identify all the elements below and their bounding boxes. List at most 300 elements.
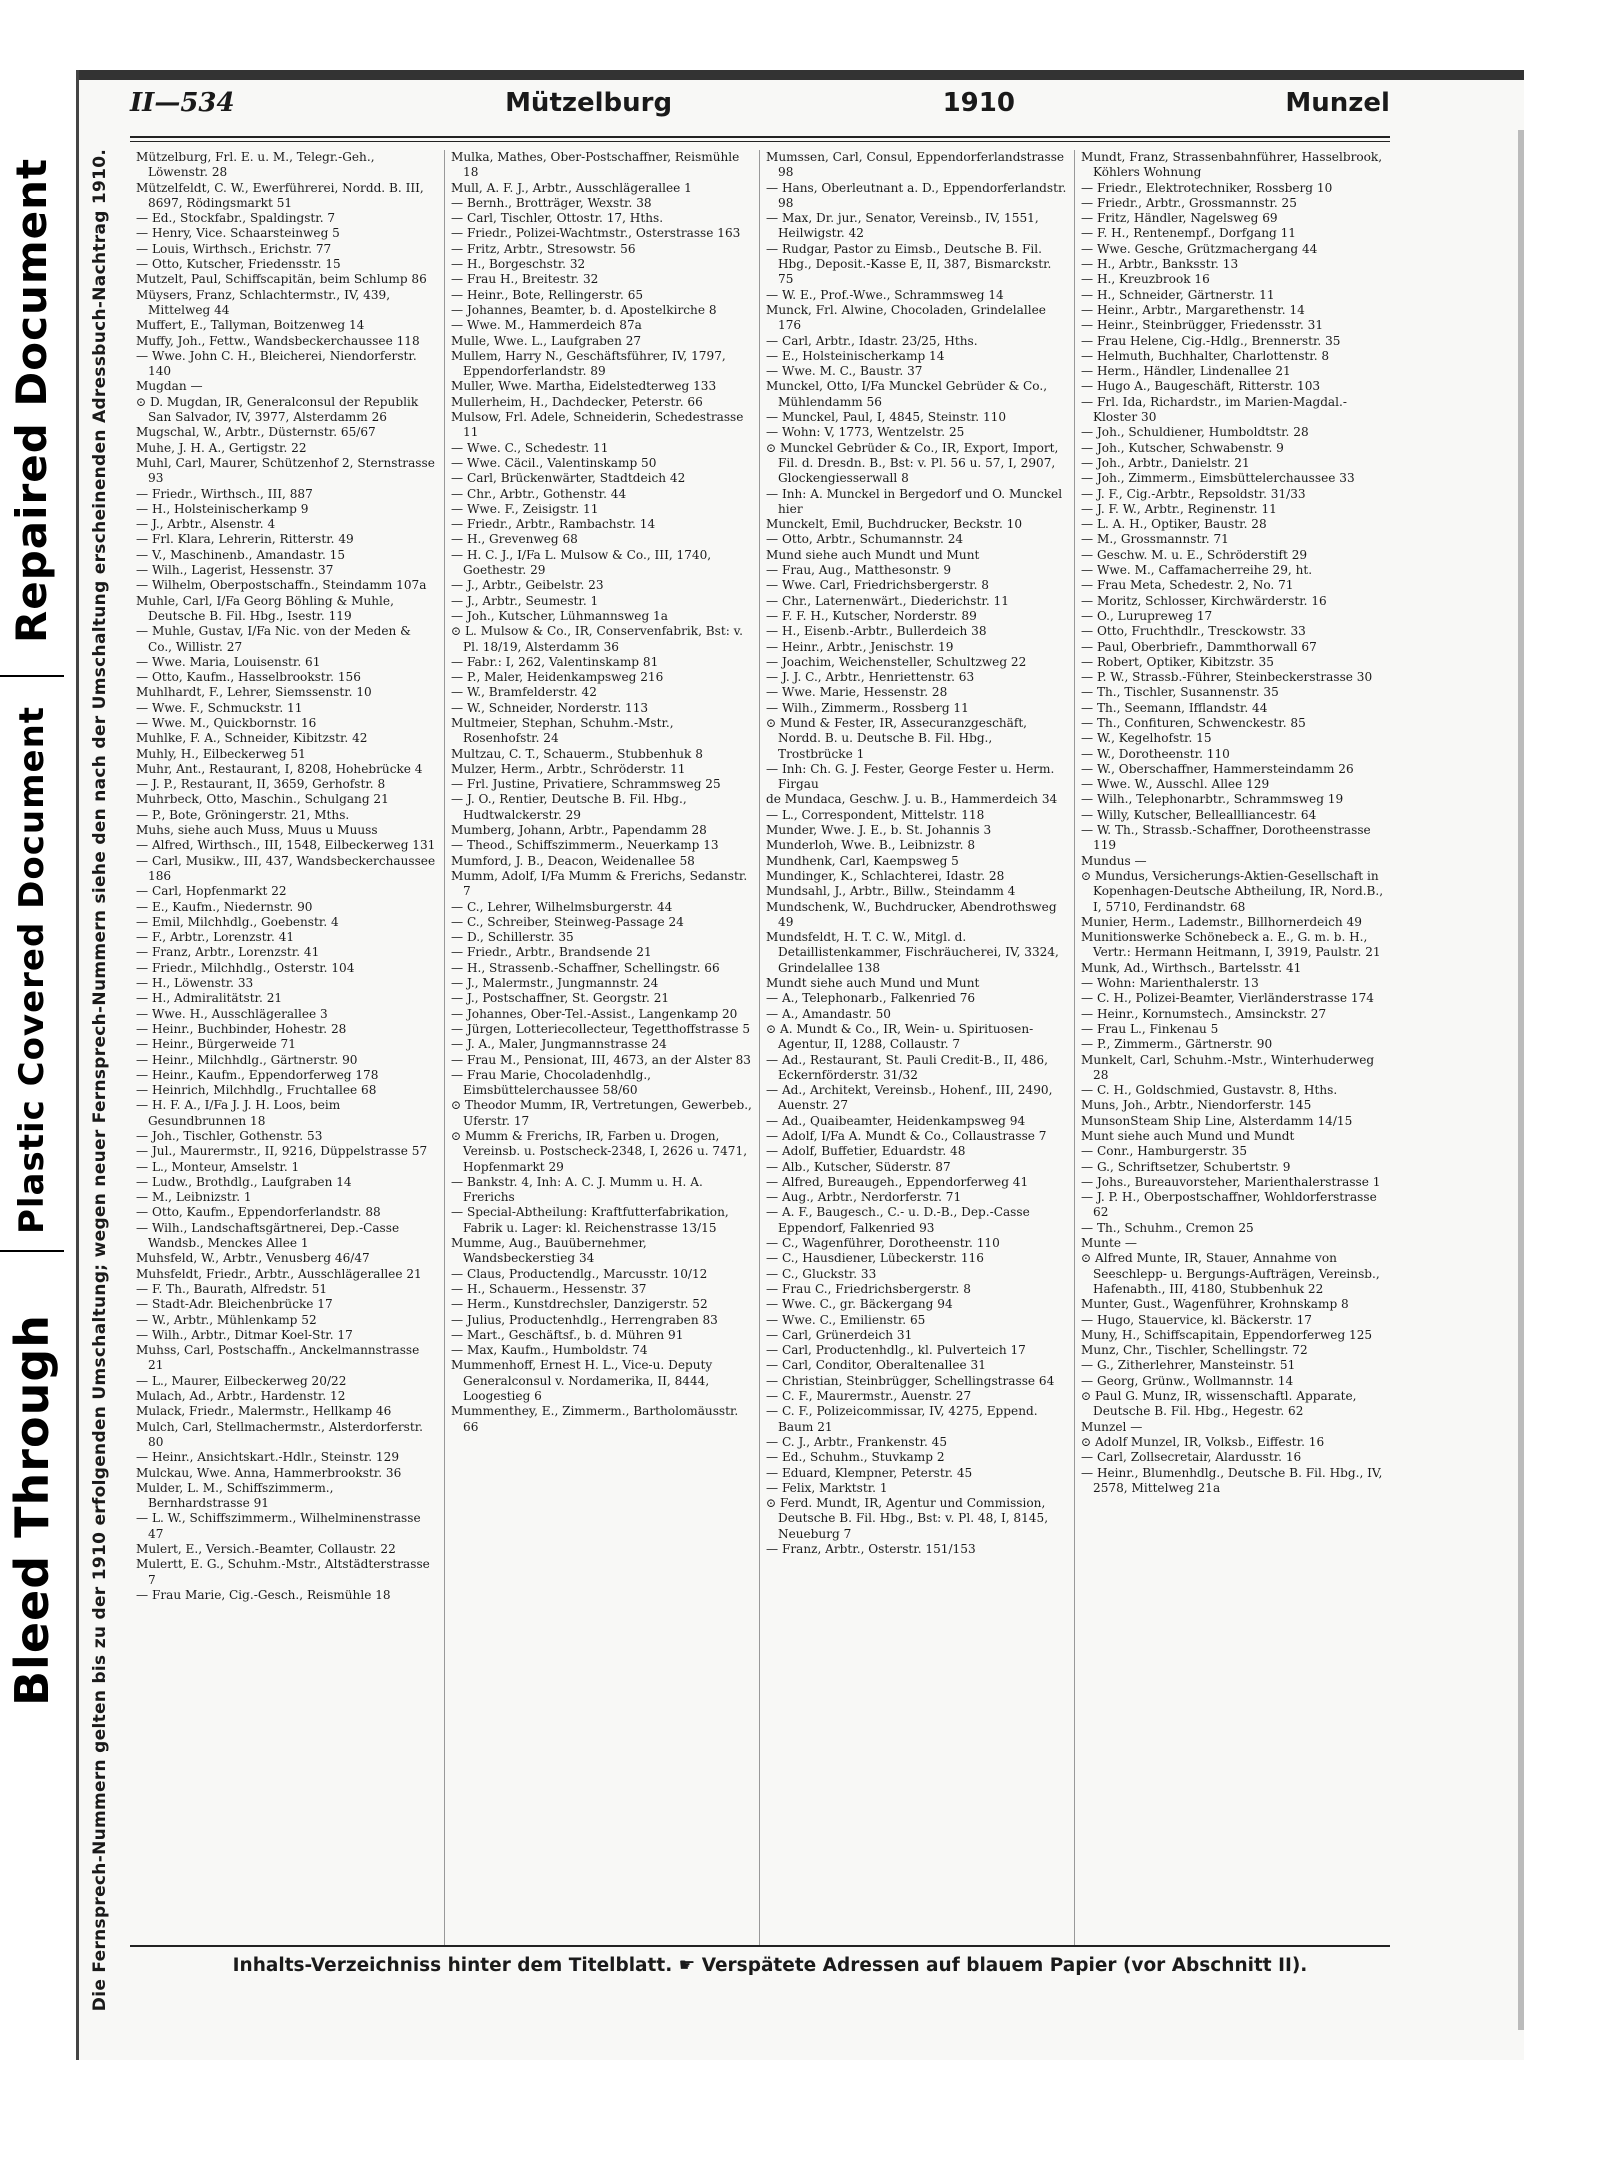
directory-entry: — Franz, Arbtr., Lorenzstr. 41 bbox=[136, 945, 320, 960]
directory-entry: — Chr., Arbtr., Gothenstr. 44 bbox=[451, 486, 627, 501]
directory-entry: — Wwe. John C. H., Bleicherei, Niendorferstr. 140 bbox=[136, 348, 417, 379]
directory-entry: — Ludw., Brothdlg., Laufgraben 14 bbox=[136, 1174, 352, 1189]
directory-entry: — Frau M., Pensionat, III, 4673, an der Alster 83 bbox=[451, 1052, 752, 1067]
directory-entry: — Henry, Vice. Schaarsteinweg 5 bbox=[136, 226, 340, 241]
directory-entry: — Frau, Aug., Matthesonstr. 9 bbox=[766, 563, 952, 578]
directory-entry: — Hugo A., Baugeschäft, Ritterstr. 103 bbox=[1081, 379, 1321, 394]
directory-entry: — H., Eisenb.-Arbtr., Bullerdeich 38 bbox=[766, 624, 987, 639]
directory-entry: Munckelt, Emil, Buchdrucker, Beckstr. 10 bbox=[766, 517, 1023, 532]
directory-entry: — Friedr., Polizei-Wachtmstr., Osterstrasse 163 bbox=[451, 226, 741, 241]
scan-edge bbox=[1518, 130, 1524, 2030]
directory-entry: — Frl. Justine, Privatiere, Schrammsweg 25 bbox=[451, 777, 721, 792]
directory-entry: Mull, A. F. J., Arbtr., Ausschlägerallee 1 bbox=[451, 180, 692, 195]
directory-entry: Muns, Joh., Arbtr., Niendorferstr. 145 bbox=[1081, 1098, 1312, 1113]
directory-entry: ⊙ Munckel Gebrüder & Co., IR, Export, Import, Fil. d. Dresdn. B., Bst: v. Pl. 56 u. 57, I, 2907, Glockengiesserwall 8 bbox=[766, 440, 1059, 486]
directory-entry: — Frau Marie, Cig.-Gesch., Reismühle 18 bbox=[136, 1587, 391, 1602]
directory-entry: — W. E., Prof.-Wwe., Schrammsweg 14 bbox=[766, 287, 1004, 302]
directory-entry: — Heinr., Steinbrügger, Friedensstr. 31 bbox=[1081, 318, 1324, 333]
directory-entry: Mundhenk, Carl, Kaempsweg 5 bbox=[766, 853, 959, 868]
directory-entry: — C., Lehrer, Wilhelmsburgerstr. 44 bbox=[451, 899, 673, 914]
directory-entry: — Carl, Conditor, Oberaltenallee 31 bbox=[766, 1358, 986, 1373]
directory-entry: — Wwe. Carl, Friedrichsbergerstr. 8 bbox=[766, 578, 989, 593]
directory-entry: — Wwe. C., Emilienstr. 65 bbox=[766, 1312, 926, 1327]
directory-entry: Muhl, Carl, Maurer, Schützenhof 2, Sternstrasse 93 bbox=[136, 455, 435, 486]
directory-entry: — P., Maler, Heidenkampsweg 216 bbox=[451, 670, 664, 685]
directory-entry: — Joh., Arbtr., Danielstr. 21 bbox=[1081, 455, 1250, 470]
directory-entry: — G., Schriftsetzer, Schubertstr. 9 bbox=[1081, 1159, 1291, 1174]
directory-entry: Munte — bbox=[1081, 1236, 1137, 1251]
directory-entry: Munck, Frl. Alwine, Chocoladen, Grindelallee 176 bbox=[766, 302, 1046, 333]
directory-entry: — Carl, Brückenwärter, Stadtdeich 42 bbox=[451, 471, 686, 486]
directory-entry: Mutzelt, Paul, Schiffscapitän, beim Schlump 86 bbox=[136, 272, 427, 287]
directory-entry: — Friedr., Milchhdlg., Osterstr. 104 bbox=[136, 960, 355, 975]
directory-entry: — Carl, Zollsecretair, Alardusstr. 16 bbox=[1081, 1450, 1302, 1465]
directory-entry: — J. P., Restaurant, II, 3659, Gerhofstr. 8 bbox=[136, 777, 386, 792]
directory-entry: — L. A. H., Optiker, Baustr. 28 bbox=[1081, 517, 1267, 532]
directory-entry: Mumford, J. B., Deacon, Weidenallee 58 bbox=[451, 853, 695, 868]
directory-entry: Munkelt, Carl, Schuhm.-Mstr., Winterhuderweg 28 bbox=[1081, 1052, 1375, 1082]
directory-entry: — Jürgen, Lotteriecollecteur, Tegetthoffstrasse 5 bbox=[451, 1021, 751, 1036]
directory-entry: Mulch, Carl, Stellmachermstr., Alsterdorferstr. 80 bbox=[136, 1419, 424, 1449]
directory-entry: — H., Arbtr., Banksstr. 13 bbox=[1081, 257, 1239, 272]
directory-entry: Munitionswerke Schönebeck a. E., G. m. b. H., Vertr.: Hermann Heitmann, I, 3919, Paulstr. 21 bbox=[1081, 930, 1381, 960]
directory-entry: ⊙ Paul G. Munz, IR, wissenschaftl. Apparate, Deutsche B. Fil. Hbg., Hegestr. 62 bbox=[1081, 1389, 1357, 1419]
directory-entry: — Joh., Schuldiener, Humboldtstr. 28 bbox=[1081, 425, 1309, 440]
label-bleed-through bbox=[0, 1250, 64, 1770]
directory-entry: Mugdan — bbox=[136, 379, 203, 394]
directory-entry: Mullem, Harry N., Geschäftsführer, IV, 1797, Eppendorferlandstr. 89 bbox=[451, 348, 726, 379]
directory-entry: Mulack, Friedr., Malermstr., Hellkamp 46 bbox=[136, 1404, 392, 1419]
directory-entry: — Wohn: V, 1773, Wentzelstr. 25 bbox=[766, 425, 965, 440]
directory-column bbox=[445, 150, 760, 1945]
directory-entry: — Adolf, Buffetier, Eduardstr. 48 bbox=[766, 1144, 966, 1159]
directory-entry: — H., Grevenweg 68 bbox=[451, 532, 578, 547]
directory-entry: Mundt siehe auch Mund und Munt bbox=[766, 976, 980, 991]
directory-entry: — Joh., Zimmerm., Eimsbüttelerchaussee 33 bbox=[1081, 471, 1355, 486]
directory-entry: — J. A., Maler, Jungmannstrasse 24 bbox=[451, 1037, 667, 1052]
directory-entry: — Bernh., Brotträger, Wexstr. 38 bbox=[451, 195, 652, 210]
directory-entry: Muny, H., Schiffscapitain, Eppendorferweg 125 bbox=[1081, 1327, 1373, 1342]
directory-entry: — H., Holsteinischerkamp 9 bbox=[136, 501, 309, 516]
directory-entry: — Johs., Bureauvorsteher, Marienthalerstrasse 1 bbox=[1081, 1174, 1381, 1189]
directory-entry: — Heinr., Buchbinder, Hohestr. 28 bbox=[136, 1021, 347, 1036]
directory-entry: ⊙ D. Mugdan, IR, Generalconsul der Republik San Salvador, IV, 3977, Alsterdamm 26 bbox=[136, 394, 419, 425]
directory-entry: — Heinr., Arbtr., Jenischstr. 19 bbox=[766, 639, 954, 654]
directory-entry: — Fritz, Händler, Nagelsweg 69 bbox=[1081, 211, 1278, 226]
directory-entry: Muhrbeck, Otto, Maschin., Schulgang 21 bbox=[136, 792, 389, 807]
directory-entry: — Wilh., Arbtr., Ditmar Koel-Str. 17 bbox=[136, 1327, 353, 1342]
directory-entry: — Aug., Arbtr., Nerdorferstr. 71 bbox=[766, 1190, 962, 1205]
directory-entry: — M., Leibnizstr. 1 bbox=[136, 1190, 252, 1205]
directory-entry: Mummenhoff, Ernest H. L., Vice-u. Deputy Generalconsul v. Nordamerika, II, 8444, Loogestieg 6 bbox=[451, 1358, 713, 1404]
directory-entry: Mumssen, Carl, Consul, Eppendorferlandstrasse 98 bbox=[766, 150, 1065, 180]
directory-entry: — Friedr., Elektrotechniker, Rossberg 10 bbox=[1081, 180, 1333, 195]
directory-entry: — Max, Dr. jur., Senator, Vereinsb., IV, 1551, Heilwigstr. 42 bbox=[766, 211, 1039, 241]
directory-entry: — Wwe. Gesche, Grützmachergang 44 bbox=[1081, 241, 1318, 256]
directory-entry: — H., Strassenb.-Schaffner, Schellingstr. 66 bbox=[451, 960, 720, 975]
directory-entry: — Frau L., Finkenau 5 bbox=[1081, 1021, 1219, 1036]
directory-entry: — Adolf, I/Fa A. Mundt & Co., Collaustrasse 7 bbox=[766, 1129, 1047, 1143]
directory-entry: — Frl. Ida, Richardstr., im Marien-Magdal.-Kloster 30 bbox=[1081, 394, 1347, 425]
directory-entry: Muhsfeld, W., Arbtr., Venusberg 46/47 bbox=[136, 1251, 370, 1266]
directory-entry: — V., Maschinenb., Amandastr. 15 bbox=[136, 547, 346, 562]
directory-entry: — Ed., Schuhm., Stuvkamp 2 bbox=[766, 1450, 945, 1465]
footer-rule bbox=[130, 1945, 1390, 1947]
directory-entry: — Wwe. M., Quickbornstr. 16 bbox=[136, 715, 317, 730]
directory-entry: — Wilh., Zimmerm., Rossberg 11 bbox=[766, 700, 969, 715]
directory-entry: — Rudgar, Pastor zu Eimsb., Deutsche B. Fil. Hbg., Deposit.-Kasse E, II, 387, Bismarckstr. 75 bbox=[766, 241, 1052, 287]
directory-entry: — H., Löwenstr. 33 bbox=[136, 976, 254, 991]
header-rule bbox=[130, 141, 1390, 142]
directory-entry: — E., Holsteinischerkamp 14 bbox=[766, 348, 945, 363]
directory-entry: — W., Schneider, Norderstr. 113 bbox=[451, 700, 649, 715]
directory-entry: — M., Grossmannstr. 71 bbox=[1081, 532, 1229, 547]
directory-entry: — J., Postschaffner, St. Georgstr. 21 bbox=[451, 991, 670, 1006]
directory-entry: Munderloh, Wwe. B., Leibnizstr. 8 bbox=[766, 838, 976, 853]
directory-entry: ⊙ A. Mundt & Co., IR, Wein- u. Spirituosen-Agentur, II, 1288, Collaustr. 7 bbox=[766, 1021, 1034, 1052]
directory-entry: Muhsfeldt, Friedr., Arbtr., Ausschlägerallee 21 bbox=[136, 1266, 422, 1281]
directory-entry: Mulert, E., Versich.-Beamter, Collaustr. 22 bbox=[136, 1542, 396, 1557]
directory-entry: — H., Admiralitätstr. 21 bbox=[136, 991, 283, 1006]
directory-entry: Mummenthey, E., Zimmerm., Bartholomäusstr. 66 bbox=[451, 1404, 739, 1434]
directory-entry: — Joh., Tischler, Gothenstr. 53 bbox=[136, 1129, 323, 1143]
directory-entry: — Heinr., Blumenhdlg., Deutsche B. Fil. Hbg., IV, 2578, Mittelweg 21a bbox=[1081, 1465, 1383, 1495]
directory-entry: Mulder, L. M., Schiffszimmerm., Bernhardstrasse 91 bbox=[136, 1480, 334, 1511]
directory-entry: ⊙ Ferd. Mundt, IR, Agentur und Commission, Deutsche B. Fil. Hbg., Bst: v. Pl. 48, I, 8145, Neueburg 7 bbox=[766, 1496, 1049, 1541]
directory-entry: — C. H., Goldschmied, Gustavstr. 8, Hths. bbox=[1081, 1083, 1338, 1098]
directory-entry: — Fritz, Arbtr., Stresowstr. 56 bbox=[451, 241, 636, 256]
directory-entry: Munz, Chr., Tischler, Schellingstr. 72 bbox=[1081, 1343, 1308, 1358]
directory-entry: — Wwe. Cäcil., Valentinskamp 50 bbox=[451, 455, 657, 470]
directory-entry: — Th., Schuhm., Cremon 25 bbox=[1081, 1220, 1254, 1235]
directory-entry: — W., Bramfelderstr. 42 bbox=[451, 685, 597, 700]
directory-entry: — Heinr., Kaufm., Eppendorferweg 178 bbox=[136, 1067, 379, 1082]
directory-entry: Mulzer, Herm., Arbtr., Schröderstr. 11 bbox=[451, 761, 686, 776]
directory-entry: — Frau Marie, Chocoladenhdlg., Eimsbüttelerchaussee 58/60 bbox=[451, 1067, 652, 1098]
label-bleed-text: Bleed Through bbox=[5, 1313, 60, 1707]
page-number: II—534 bbox=[130, 88, 235, 118]
directory-entry: — H., Borgeschstr. 32 bbox=[451, 257, 586, 272]
directory-entry: — P., Zimmerm., Gärtnerstr. 90 bbox=[1081, 1037, 1273, 1052]
directory-entry: — Claus, Productendlg., Marcusstr. 10/12 bbox=[451, 1266, 708, 1281]
directory-entry: — G., Zitherlehrer, Mansteinstr. 51 bbox=[1081, 1358, 1296, 1373]
directory-entry: — Otto, Kaufm., Hasselbrookstr. 156 bbox=[136, 670, 361, 685]
directory-entry: — Wwe. Maria, Louisenstr. 61 bbox=[136, 654, 321, 669]
directory-entry: — Ad., Quaibeamter, Heidenkampsweg 94 bbox=[766, 1113, 1026, 1128]
directory-entry: Mundt, Franz, Strassenbahnführer, Hasselbrook, Köhlers Wohnung bbox=[1081, 150, 1383, 180]
directory-entry: — Wwe. F., Schmuckstr. 11 bbox=[136, 700, 303, 715]
directory-entry: — Frau H., Breitestr. 32 bbox=[451, 272, 599, 287]
directory-entry: — Th., Confituren, Schwenckestr. 85 bbox=[1081, 715, 1306, 730]
directory-entry: Muhs, siehe auch Muss, Muus u Muuss bbox=[136, 823, 378, 838]
directory-entry: — Alfred, Bureaugeh., Eppendorferweg 41 bbox=[766, 1174, 1029, 1189]
directory-entry: — Moritz, Schlosser, Kirchwärderstr. 16 bbox=[1081, 593, 1327, 608]
directory-entry: — Herm., Händler, Lindenallee 21 bbox=[1081, 364, 1291, 379]
directory-entry: — C. F., Polizeicommissar, IV, 4275, Eppend. Baum 21 bbox=[766, 1404, 1038, 1434]
directory-entry: — C. F., Maurermstr., Auenstr. 27 bbox=[766, 1389, 972, 1404]
directory-entry: — Heinr., Kornumstech., Amsinckstr. 27 bbox=[1081, 1006, 1327, 1021]
directory-entry: Mundsahl, J., Arbtr., Billw., Steindamm 4 bbox=[766, 884, 1016, 899]
directory-entry: — Heinrich, Milchhdlg., Fruchtallee 68 bbox=[136, 1083, 377, 1098]
directory-entry: Mundsfeldt, H. T. C. W., Mitgl. d. Detaillistenkammer, Fischräucherei, IV, 3324, Grindelallee 138 bbox=[766, 930, 1059, 975]
margin-note-text: Die Fernsprech-Nummern gelten bis zu der 1910 erfolgenden Umschaltung; wegen neuer Fernsprech-Nummern siehe den nach der Umschaltung erscheinenden Adressbuch-Nachtrag 1910. bbox=[90, 148, 111, 2012]
directory-entry: — P. W., Strassb.-Führer, Steinbeckerstrasse 30 bbox=[1081, 670, 1373, 685]
label-divider bbox=[0, 675, 64, 677]
directory-entry: — Carl, Musikw., III, 437, Wandsbeckerchaussee 186 bbox=[136, 853, 436, 883]
directory-entry: — H., Kreuzbrook 16 bbox=[1081, 272, 1210, 287]
directory-entry: — C., Schreiber, Steinweg-Passage 24 bbox=[451, 914, 684, 929]
directory-entry: Muhlhardt, F., Lehrer, Siemssenstr. 10 bbox=[136, 685, 372, 700]
directory-entry: — Heinr., Arbtr., Margarethenstr. 14 bbox=[1081, 302, 1305, 317]
directory-entry: — Felix, Marktstr. 1 bbox=[766, 1480, 888, 1495]
directory-entry: Mugschal, W., Arbtr., Düsternstr. 65/67 bbox=[136, 425, 376, 440]
directory-entry: — Robert, Optiker, Kibitzstr. 35 bbox=[1081, 654, 1274, 669]
directory-entry: — Friedr., Arbtr., Rambachstr. 14 bbox=[451, 517, 656, 532]
directory-entry: — O., Lurupreweg 17 bbox=[1081, 608, 1213, 623]
directory-entry: — C., Gluckstr. 33 bbox=[766, 1266, 877, 1281]
directory-entry: Mullerheim, H., Dachdecker, Peterstr. 66 bbox=[451, 394, 703, 409]
directory-entry: — Joachim, Weichensteller, Schultzweg 22 bbox=[766, 654, 1027, 669]
directory-entry: — H. C. J., I/Fa L. Mulsow & Co., III, 1740, Goethestr. 29 bbox=[451, 547, 712, 578]
directory-entry: — Wwe. M., Caffamacherreihe 29, ht. bbox=[1081, 563, 1313, 578]
directory-entry: — Louis, Wirthsch., Erichstr. 77 bbox=[136, 241, 332, 256]
directory-entry: — Julius, Productenhdlg., Herrengraben 83 bbox=[451, 1312, 718, 1327]
directory-entry: — Fabr.: I, 262, Valentinskamp 81 bbox=[451, 654, 659, 669]
scan-edge bbox=[79, 70, 1524, 80]
directory-entry: — Munckel, Paul, I, 4845, Steinstr. 110 bbox=[766, 410, 1007, 425]
directory-entry: — J., Arbtr., Seumestr. 1 bbox=[451, 593, 599, 608]
directory-entry: — Wwe. H., Ausschlägerallee 3 bbox=[136, 1006, 328, 1021]
directory-entry: — Ad., Architekt, Vereinsb., Hohenf., III, 2490, Auenstr. 27 bbox=[766, 1083, 1053, 1113]
directory-column bbox=[1075, 150, 1390, 1945]
directory-entry: — Christian, Steinbrügger, Schellingstrasse 64 bbox=[766, 1373, 1055, 1388]
directory-entry: — Otto, Kutscher, Friedensstr. 15 bbox=[136, 257, 341, 272]
header-rule bbox=[130, 136, 1390, 138]
directory-entry: — Hans, Oberleutnant a. D., Eppendorferlandstr. 98 bbox=[766, 180, 1067, 210]
directory-entry: Mulsow, Frl. Adele, Schneiderin, Schedestrasse 11 bbox=[451, 410, 744, 440]
directory-entry: Munk, Ad., Wirthsch., Bartelsstr. 41 bbox=[1081, 960, 1302, 975]
directory-entry: Muhss, Carl, Postschaffn., Anckelmannstrasse 21 bbox=[136, 1343, 420, 1373]
directory-entry: Muhlke, F. A., Schneider, Kibitzstr. 42 bbox=[136, 731, 368, 746]
directory-entry: Mund siehe auch Mundt und Munt bbox=[766, 547, 980, 562]
directory-entry: Mulka, Mathes, Ober-Postschaffner, Reismühle 18 bbox=[451, 150, 740, 180]
label-repaired-text: Repaired Document bbox=[7, 157, 57, 643]
directory-entry: Munter, Gust., Wagenführer, Krohnskamp 8 bbox=[1081, 1297, 1349, 1312]
directory-entry: — W., Kegelhofstr. 15 bbox=[1081, 731, 1212, 746]
directory-entry: — Heinr., Bürgerweide 71 bbox=[136, 1037, 296, 1052]
directory-entry: Mundus — bbox=[1081, 853, 1147, 868]
directory-entry: — Special-Abtheilung: Kraftfutterfabrikation, Fabrik u. Lager: kl. Reichenstrasse 13/15 bbox=[451, 1205, 729, 1235]
directory-entry: — Th., Seemann, Ifflandstr. 44 bbox=[1081, 700, 1268, 715]
directory-entry: — L., Monteur, Amselstr. 1 bbox=[136, 1159, 300, 1174]
directory-entry: — Friedr., Arbtr., Grossmannstr. 25 bbox=[1081, 195, 1297, 210]
directory-entry: — Joh., Kutscher, Schwabenstr. 9 bbox=[1081, 440, 1284, 455]
directory-entry: — C., Hausdiener, Lübeckerstr. 116 bbox=[766, 1251, 984, 1266]
directory-entry: — Wilh., Lagerist, Hessenstr. 37 bbox=[136, 563, 334, 578]
directory-entry: — J., Arbtr., Alsenstr. 4 bbox=[136, 517, 276, 532]
directory-entry: Mundinger, K., Schlachterei, Idastr. 28 bbox=[766, 868, 1005, 883]
directory-entry: — A., Amandastr. 50 bbox=[766, 1006, 891, 1021]
directory-entry: Muller, Wwe. Martha, Eidelstedterweg 133 bbox=[451, 379, 717, 394]
directory-entry: Multmeier, Stephan, Schuhm.-Mstr., Rosenhofstr. 24 bbox=[451, 715, 674, 746]
directory-entry: — Muhle, Gustav, I/Fa Nic. von der Meden & Co., Willistr. 27 bbox=[136, 624, 411, 654]
directory-entry: Mulertt, E. G., Schuhm.-Mstr., Altstädterstrasse 7 bbox=[136, 1557, 430, 1587]
directory-entry: Muffert, E., Tallyman, Boitzenweg 14 bbox=[136, 318, 365, 333]
directory-entry: — L., Correspondent, Mittelstr. 118 bbox=[766, 807, 985, 822]
directory-entry: — Wwe. C., Schedestr. 11 bbox=[451, 440, 609, 455]
page-header bbox=[130, 88, 1390, 132]
directory-entry: — Inh: A. Munckel in Bergedorf und O. Munckel hier bbox=[766, 486, 1063, 516]
directory-entry: — Frau Helene, Cig.-Hdlg., Brennerstr. 35 bbox=[1081, 333, 1341, 348]
label-plastic-text: Plastic Covered Document bbox=[12, 705, 53, 1235]
directory-entry: — Carl, Productenhdlg., kl. Pulverteich 17 bbox=[766, 1343, 1026, 1358]
directory-column bbox=[760, 150, 1075, 1945]
directory-entry: — Heinr., Ansichtskart.-Hdlr., Steinstr. 129 bbox=[136, 1450, 400, 1465]
directory-entry: — Carl, Hopfenmarkt 22 bbox=[136, 884, 287, 899]
directory-entry: Mulle, Wwe. L., Laufgraben 27 bbox=[451, 333, 642, 348]
directory-entry: — J. J. C., Arbtr., Henriettenstr. 63 bbox=[766, 670, 975, 685]
directory-entry: — A., Telephonarb., Falkenried 76 bbox=[766, 991, 976, 1006]
directory-entry: Mützelburg, Frl. E. u. M., Telegr.-Geh., Löwenstr. 28 bbox=[136, 150, 375, 180]
directory-entry: — Conr., Hamburgerstr. 35 bbox=[1081, 1144, 1248, 1159]
directory-entry: — Emil, Milchhdlg., Goebenstr. 4 bbox=[136, 914, 339, 929]
directory-entry: — Carl, Arbtr., Idastr. 23/25, Hths. bbox=[766, 333, 978, 348]
directory-entry: — Alfred, Wirthsch., III, 1548, Eilbeckerweg 131 bbox=[136, 838, 436, 853]
directory-entry: MunsonSteam Ship Line, Alsterdamm 14/15 bbox=[1081, 1113, 1353, 1128]
directory-entry: — Heinr., Milchhdlg., Gärtnerstr. 90 bbox=[136, 1052, 358, 1067]
directory-entry: Mulckau, Wwe. Anna, Hammerbrookstr. 36 bbox=[136, 1465, 402, 1480]
directory-entry: — Stadt-Adr. Bleichenbrücke 17 bbox=[136, 1297, 333, 1312]
directory-entry: — Helmuth, Buchhalter, Charlottenstr. 8 bbox=[1081, 348, 1330, 363]
directory-entry: — Friedr., Arbtr., Brandsende 21 bbox=[451, 945, 652, 960]
directory-entry: — Theod., Schiffszimmerm., Neuerkamp 13 bbox=[451, 838, 719, 853]
directory-entry: — Carl, Grünerdeich 31 bbox=[766, 1327, 913, 1342]
directory-entry: Munt siehe auch Mund und Mundt bbox=[1081, 1129, 1295, 1143]
directory-entry: ⊙ L. Mulsow & Co., IR, Conservenfabrik, Bst: v. Pl. 18/19, Alsterdamm 36 bbox=[451, 624, 743, 654]
directory-entry: — F. Th., Baurath, Alfredstr. 51 bbox=[136, 1281, 328, 1296]
directory-entry: — Wwe. F., Zeisigstr. 11 bbox=[451, 501, 599, 516]
directory-entry: Mumm, Adolf, I/Fa Mumm & Frerichs, Sedanstr. 7 bbox=[451, 868, 748, 899]
directory-entry: — C. H., Polizei-Beamter, Vierländerstrasse 174 bbox=[1081, 991, 1374, 1006]
directory-column bbox=[130, 150, 445, 1945]
directory-entry: — Wilh., Landschaftsgärtnerei, Dep.-Casse Wandsb., Menckes Allee 1 bbox=[136, 1220, 400, 1251]
directory-entry: Munckel, Otto, I/Fa Munckel Gebrüder & Co., Mühlendamm 56 bbox=[766, 379, 1048, 409]
directory-entry: Multzau, C. T., Schauerm., Stubbenhuk 8 bbox=[451, 746, 703, 761]
directory-entry: Munzel — bbox=[1081, 1419, 1143, 1434]
directory-entry: Mundschenk, W., Buchdrucker, Abendrothsweg 49 bbox=[766, 899, 1057, 929]
directory-entry: — Wwe. M., Hammerdeich 87a bbox=[451, 318, 642, 333]
telephone-margin-note bbox=[78, 148, 122, 2012]
label-repaired-document bbox=[0, 140, 64, 660]
directory-entry: — Paul, Oberbriefr., Dammthorwall 67 bbox=[1081, 639, 1317, 654]
header-last-keyword: Munzel bbox=[1285, 88, 1390, 118]
directory-columns bbox=[130, 150, 1390, 1945]
directory-entry: — J., Malermstr., Jungmannstr. 24 bbox=[451, 976, 659, 991]
directory-entry: de Mundaca, Geschw. J. u. B., Hammerdeich 34 bbox=[766, 792, 1058, 807]
directory-entry: — Willy, Kutscher, Belleallliancestr. 64 bbox=[1081, 807, 1317, 822]
directory-entry: — C. J., Arbtr., Frankenstr. 45 bbox=[766, 1434, 948, 1449]
directory-entry: Mulach, Ad., Arbtr., Hardenstr. 12 bbox=[136, 1389, 346, 1404]
directory-entry: — J. O., Rentier, Deutsche B. Fil. Hbg., Hudtwalckerstr. 29 bbox=[451, 792, 687, 822]
directory-entry: ⊙ Mundus, Versicherungs-Aktien-Gesellschaft in Kopenhagen-Deutsche Abtheilung, IR, Nord.B., I, 5710, Ferdinandstr. 68 bbox=[1081, 868, 1384, 914]
directory-entry: — Carl, Tischler, Ottostr. 17, Hths. bbox=[451, 211, 664, 226]
directory-entry: — H. F. A., I/Fa J. J. H. Loos, beim Gesundbrunnen 18 bbox=[136, 1098, 341, 1128]
header-first-keyword: Mützelburg bbox=[505, 88, 673, 118]
directory-entry: — J. F. W., Arbtr., Reginenstr. 11 bbox=[1081, 501, 1277, 516]
directory-entry: — Wwe. C., gr. Bäckergang 94 bbox=[766, 1297, 953, 1312]
directory-entry: — L. W., Schiffszimmerm., Wilhelminenstrasse 47 bbox=[136, 1511, 421, 1541]
directory-entry: — Wilhelm, Oberpostschaffn., Steindamm 107a bbox=[136, 578, 427, 593]
directory-entry: — Eduard, Klempner, Peterstr. 45 bbox=[766, 1465, 973, 1480]
directory-entry: Muhle, Carl, I/Fa Georg Böhling & Muhle, Deutsche B. Fil. Hbg., Isestr. 119 bbox=[136, 593, 394, 623]
directory-entry: — L., Maurer, Eilbeckerweg 20/22 bbox=[136, 1373, 347, 1388]
directory-entry: — Frau C., Friedrichsbergerstr. 8 bbox=[766, 1281, 971, 1296]
directory-entry: — D., Schillerstr. 35 bbox=[451, 930, 574, 945]
directory-entry: — Mart., Geschäftsf., b. d. Mühren 91 bbox=[451, 1327, 684, 1342]
directory-entry: — Wwe. Marie, Hessenstr. 28 bbox=[766, 685, 948, 700]
directory-entry: ⊙ Theodor Mumm, IR, Vertretungen, Gewerbeb., Uferstr. 17 bbox=[451, 1098, 752, 1128]
directory-entry: Müysers, Franz, Schlachtermstr., IV, 439, Mittelweg 44 bbox=[136, 287, 391, 317]
directory-entry: — Heinr., Bote, Rellingerstr. 65 bbox=[451, 287, 644, 302]
directory-entry: Munder, Wwe. J. E., b. St. Johannis 3 bbox=[766, 823, 992, 838]
directory-entry: — Johannes, Ober-Tel.-Assist., Langenkamp 20 bbox=[451, 1006, 738, 1021]
directory-entry: — Wwe. W., Ausschl. Allee 129 bbox=[1081, 777, 1270, 792]
directory-entry: — Frau Meta, Schedestr. 2, No. 71 bbox=[1081, 578, 1294, 593]
directory-entry: — A. F., Baugesch., C.- u. D.-B., Dep.-Casse Eppendorf, Falkenried 93 bbox=[766, 1205, 1030, 1235]
directory-entry: Mumberg, Johann, Arbtr., Papendamm 28 bbox=[451, 823, 707, 838]
directory-entry: — Th., Tischler, Susannenstr. 35 bbox=[1081, 685, 1279, 700]
directory-entry: — Franz, Arbtr., Osterstr. 151/153 bbox=[766, 1542, 976, 1557]
directory-entry: Muhr, Ant., Restaurant, I, 8208, Hohebrücke 4 bbox=[136, 761, 423, 776]
page-footer: Inhalts-Verzeichniss hinter dem Titelblatt. ☛ Verspätete Adressen auf blauem Papier (vor Abschnitt II). bbox=[232, 1955, 1308, 1976]
directory-entry: Muffy, Joh., Fettw., Wandsbeckerchaussee 118 bbox=[136, 333, 420, 348]
directory-entry: — Max, Kaufm., Humboldstr. 74 bbox=[451, 1343, 648, 1358]
directory-entry: — E., Kaufm., Niedernstr. 90 bbox=[136, 899, 313, 914]
directory-entry: — H., Schauerm., Hessenstr. 37 bbox=[451, 1281, 647, 1296]
directory-entry: — Wwe. M. C., Baustr. 37 bbox=[766, 364, 923, 379]
directory-entry: — Bankstr. 4, Inh: A. C. J. Mumm u. H. A. Frerichs bbox=[451, 1174, 703, 1205]
directory-entry: ⊙ Mund & Fester, IR, Assecuranzgeschäft, Nordd. B. u. Deutsche B. Fil. Hbg., Trostbrücke 1 bbox=[766, 715, 1028, 761]
directory-entry: — J. P. H., Oberpostschaffner, Wohldorferstrasse 62 bbox=[1081, 1190, 1377, 1220]
directory-entry: — Wilh., Telephonarbtr., Schrammsweg 19 bbox=[1081, 792, 1344, 807]
directory-entry: ⊙ Mumm & Frerichs, IR, Farben u. Drogen, Vereinsb. u. Postscheck-2348, I, 2626 u. 7471, Hopfenmarkt 29 bbox=[451, 1129, 748, 1174]
directory-entry: — F., Arbtr., Lorenzstr. 41 bbox=[136, 930, 295, 945]
label-plastic-covered-document bbox=[0, 690, 64, 1250]
directory-entry: — Frl. Klara, Lehrerin, Ritterstr. 49 bbox=[136, 532, 354, 547]
directory-entry: Munier, Herm., Lademstr., Billhornerdeich 49 bbox=[1081, 914, 1362, 929]
directory-entry: — Jul., Maurermstr., II, 9216, Düppelstrasse 57 bbox=[136, 1144, 428, 1159]
directory-entry: — W., Dorotheenstr. 110 bbox=[1081, 746, 1230, 761]
directory-entry: — Chr., Laternenwärt., Diederichstr. 11 bbox=[766, 593, 1009, 608]
directory-entry: — Hugo, Stauervice, kl. Bäckerstr. 17 bbox=[1081, 1312, 1313, 1327]
directory-entry: — Georg, Grünw., Wollmannstr. 14 bbox=[1081, 1373, 1294, 1388]
directory-entry: — H., Schneider, Gärtnerstr. 11 bbox=[1081, 287, 1275, 302]
directory-entry: ⊙ Alfred Munte, IR, Stauer, Annahme von Seeschlepp- u. Bergungs-Aufträgen, Vereinsb., Hafenabth., III, 4180, Stubbenhuk 22 bbox=[1081, 1251, 1380, 1296]
directory-entry: — W., Oberschaffner, Hammersteindamm 26 bbox=[1081, 761, 1354, 776]
directory-entry: — Otto, Kaufm., Eppendorferlandstr. 88 bbox=[136, 1205, 381, 1220]
directory-entry: — J., Arbtr., Geibelstr. 23 bbox=[451, 578, 604, 593]
directory-entry: — F. F. H., Kutscher, Norderstr. 89 bbox=[766, 608, 977, 623]
directory-entry: — P., Bote, Gröningerstr. 21, Mths. bbox=[136, 807, 350, 822]
directory-entry: — Ad., Restaurant, St. Pauli Credit-B., II, 486, Eckernförderstr. 31/32 bbox=[766, 1052, 1048, 1082]
directory-entry: — W., Arbtr., Mühlenkamp 52 bbox=[136, 1312, 317, 1327]
directory-entry: — Otto, Fruchthdlr., Tresckowstr. 33 bbox=[1081, 624, 1306, 639]
directory-entry: Mützelfeldt, C. W., Ewerführerei, Nordd. B. III, 8697, Rödingsmarkt 51 bbox=[136, 180, 424, 210]
directory-entry: — F. H., Rentenempf., Dorfgang 11 bbox=[1081, 226, 1296, 241]
directory-entry: — Otto, Arbtr., Schumannstr. 24 bbox=[766, 532, 964, 547]
directory-entry: — Friedr., Wirthsch., III, 887 bbox=[136, 486, 313, 501]
header-year: 1910 bbox=[942, 88, 1015, 118]
